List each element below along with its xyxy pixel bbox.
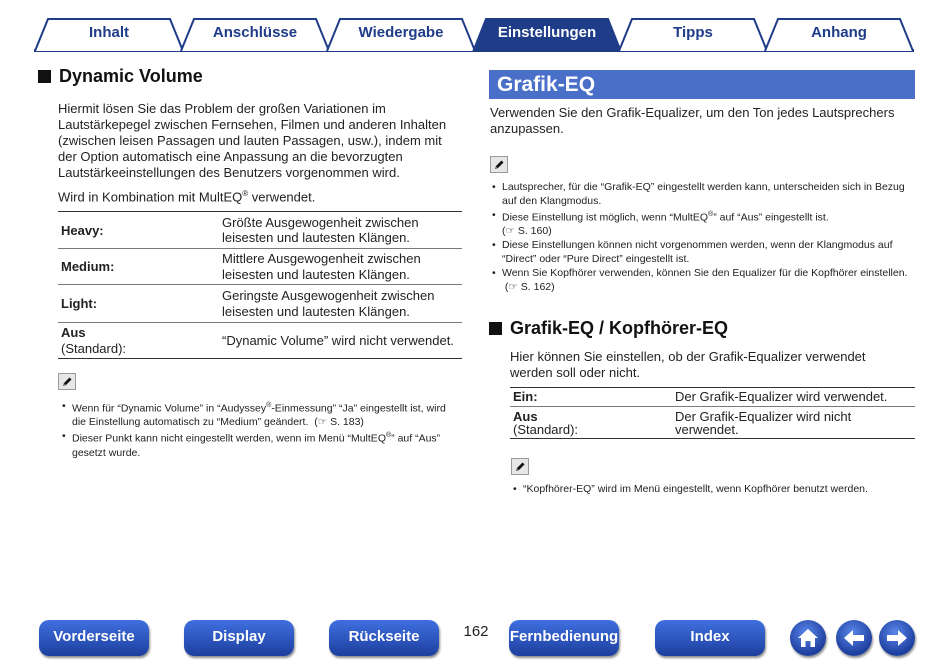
index-button[interactable]: Index [655, 620, 765, 656]
tab-tipps-label: Tipps [673, 24, 713, 41]
heading-square-icon [38, 70, 51, 83]
dynamic-volume-heading [38, 66, 464, 87]
multeq-prefix: Wird in Kombination mit MultEQ [58, 189, 243, 205]
dynamic-volume-heading-text: Dynamic Volume [59, 66, 203, 86]
note-text: Wenn Sie Kopfhörer verwenden, können Sie den Equalizer für die Kopfhörer einstellen. [502, 267, 908, 279]
option-key-text: Ein: [513, 389, 538, 405]
option-key-text: Aus [513, 408, 538, 424]
option-key [510, 388, 672, 407]
page-reference-text: S. 162 [520, 281, 552, 293]
home-button[interactable] [790, 620, 826, 656]
list-item [62, 399, 462, 430]
option-key [510, 407, 672, 439]
tab-anschluesse[interactable] [180, 18, 330, 52]
page-reference-text: S. 160 [517, 225, 549, 237]
option-key [58, 285, 219, 323]
tab-anhang-label: Anhang [811, 24, 867, 41]
pointing-hand-icon: ☞ [508, 281, 518, 293]
dynamic-volume-options-table [58, 211, 462, 359]
back-button[interactable]: Rückseite [329, 620, 439, 656]
heading-square-icon [489, 322, 502, 335]
option-key [58, 212, 219, 249]
option-key-text: Heavy: [61, 222, 104, 238]
list-item [492, 180, 912, 208]
tab-inhalt[interactable] [34, 18, 184, 52]
option-key [58, 323, 219, 359]
note-text: Dieser Punkt kann nicht eingestellt werden, wenn im Menü “MultEQ [72, 432, 386, 445]
note-text: ” auf “Aus” gesetzt wurde. [72, 432, 441, 459]
table-row [510, 407, 915, 439]
option-desc: Größte Ausgewogenheit zwischen leisesten und lautesten Klängen. [219, 212, 462, 249]
dynamic-volume-intro: Hiermit lösen Sie das Problem der großen Variationen im Lautstärkepegel zwischen Fernsehen, Filmen und anderen Inhalten (zwischen leisen Passagen und lauten Passagen, usw.), indem mit der Option automatisch eine Anpassung an die bevorzugten Lautstärkeeinstellungen des Benutzers vorgenommen wird. [58, 101, 447, 180]
table-row [510, 388, 915, 407]
registered-mark: ® [385, 432, 392, 440]
note-text: Wenn für “Dynamic Volume” in “Audyssey [72, 402, 267, 415]
home-icon [796, 627, 820, 649]
grafik-eq-section [489, 70, 915, 496]
table-row [58, 285, 462, 323]
pencil-icon [58, 373, 76, 390]
grafik-kopfhoerer-eq-intro: Hier können Sie einstellen, ob der Grafik-Equalizer verwendet werden soll oder nicht. [510, 349, 866, 380]
dynamic-volume-section [38, 66, 464, 460]
note-icon-wrapper [58, 373, 464, 393]
note-text: Diese Einstellungen können nicht vorgenommen werden, wenn der Klangmodus auf “Direct” oder “Pure Direct” eingestellt ist. [502, 239, 893, 265]
list-item [492, 238, 912, 266]
option-desc: Der Grafik-Equalizer wird nicht verwendet. [672, 407, 915, 439]
arrow-right-icon [885, 628, 909, 648]
list-item [513, 482, 913, 496]
tab-wiedergabe-label: Wiedergabe [358, 24, 444, 41]
registered-mark: ® [266, 401, 272, 409]
kopfhoerer-eq-notes [513, 482, 913, 496]
option-desc: “Dynamic Volume” wird nicht verwendet. [219, 323, 462, 359]
page-reference-link[interactable]: (☞ S. 160) [502, 225, 552, 237]
note-text: Lautsprecher, für die “Grafik-EQ” eingestellt werden kann, unterscheiden sich in Bezug auf den Klangmodus. [502, 180, 905, 207]
page-reference-link[interactable]: (☞ S. 162) [502, 281, 555, 293]
option-desc: Geringste Ausgewogenheit zwischen leisesten und lautesten Klängen. [219, 285, 462, 323]
note-icon-wrapper [511, 458, 915, 478]
note-text: Diese Einstellung ist möglich, wenn “MultEQ [502, 211, 709, 223]
grafik-kopfhoerer-eq-heading-text: Grafik-EQ / Kopfhörer-EQ [510, 318, 729, 338]
page-reference-text: S. 183 [330, 416, 361, 429]
display-button[interactable]: Display [184, 620, 294, 656]
previous-page-button[interactable] [836, 620, 872, 656]
multeq-registered: ® [242, 189, 249, 198]
table-row [58, 249, 462, 285]
tab-tipps[interactable] [618, 18, 768, 52]
grafik-eq-notes [492, 180, 912, 295]
grafik-kopfhoerer-eq-heading [489, 318, 915, 339]
option-key-text: Light: [61, 296, 98, 312]
tab-anschluesse-label: Anschlüsse [212, 24, 298, 41]
page-number: 162 [463, 623, 489, 640]
multeq-suffix: verwendet. [248, 189, 316, 205]
grafik-eq-intro: Verwenden Sie den Grafik-Equalizer, um den Ton jedes Lautsprechers anzupassen. [490, 105, 895, 136]
option-key-text: Medium: [61, 259, 115, 275]
front-button[interactable]: Vorderseite [39, 620, 149, 656]
list-item [492, 266, 912, 294]
option-key-standard: (Standard): [61, 340, 127, 356]
pencil-icon [490, 156, 508, 173]
note-text: ” auf “Aus” eingestellt ist. [713, 211, 829, 223]
dynamic-volume-notes [62, 399, 462, 460]
pointing-hand-icon: ☞ [505, 225, 515, 237]
option-key-text: Aus [61, 325, 86, 341]
table-row [58, 323, 462, 359]
note-icon-wrapper [490, 156, 915, 176]
grafik-eq-options-table [510, 387, 915, 439]
arrow-left-icon [842, 628, 866, 648]
option-key-standard: (Standard): [513, 421, 579, 437]
option-key [58, 249, 219, 285]
option-desc: Der Grafik-Equalizer wird verwendet. [672, 388, 915, 407]
note-text: -Einmessung” “Ja” eingestellt ist, wird die Einstellung automatisch zu “Medium” geändert. [72, 402, 446, 429]
dynamic-volume-multeq-note [58, 186, 464, 205]
note-text: “Kopfhörer-EQ” wird im Menü eingestellt, wenn Kopfhörer benutzt werden. [523, 482, 868, 495]
next-page-button[interactable] [879, 620, 915, 656]
remote-button[interactable]: Fernbedienung [509, 620, 619, 656]
page-reference-link[interactable]: (☞ S. 183) [311, 416, 364, 429]
pointing-hand-icon: ☞ [317, 416, 328, 429]
grafik-eq-title: Grafik-EQ [489, 70, 915, 99]
pencil-icon [511, 458, 529, 475]
table-row [58, 212, 462, 249]
list-item [492, 208, 912, 239]
tab-wiedergabe[interactable] [326, 18, 476, 52]
list-item [62, 429, 462, 460]
tab-einstellungen-label: Einstellungen [497, 24, 597, 41]
registered-mark: ® [708, 210, 714, 218]
tab-inhalt-label: Inhalt [89, 24, 129, 41]
tab-anhang[interactable] [764, 18, 914, 52]
option-desc: Mittlere Ausgewogenheit zwischen leisesten und lautesten Klängen. [219, 249, 462, 285]
tab-einstellungen[interactable] [472, 18, 622, 52]
tab-bar [34, 18, 914, 52]
